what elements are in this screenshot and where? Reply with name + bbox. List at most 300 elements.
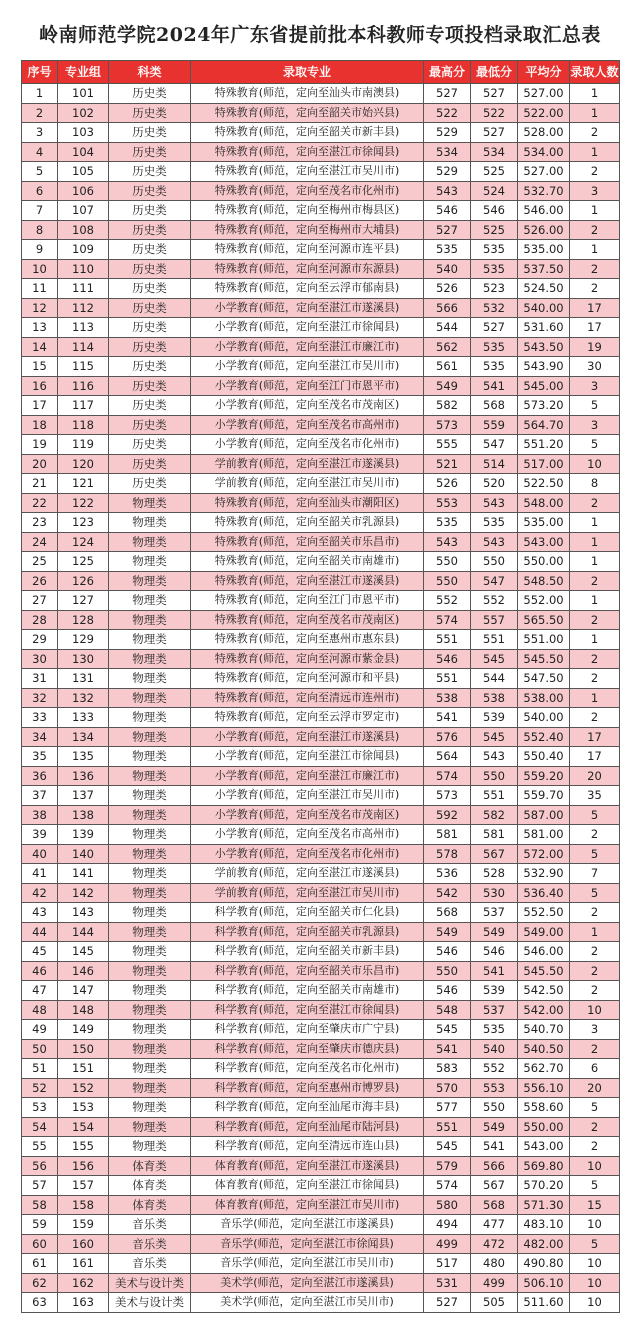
cell-category: 历史类: [109, 318, 191, 338]
cell-min-score: 550: [471, 552, 518, 572]
cell-avg-score: 570.20: [518, 1176, 570, 1196]
table-row: [22, 103, 620, 123]
cell-major: 特殊教育(师范，定向至茂名市茂南区): [191, 610, 424, 630]
cell-max-score: 535: [424, 513, 471, 533]
cell-index: 54: [22, 1117, 58, 1137]
cell-avg-score: 545.50: [518, 961, 570, 981]
cell-category: 历史类: [109, 415, 191, 435]
cell-major: 特殊教育(师范，定向至湛江市吴川市): [191, 162, 424, 182]
cell-index: 9: [22, 240, 58, 260]
cell-index: 47: [22, 981, 58, 1001]
cell-admitted-count: 3: [570, 1020, 620, 1040]
cell-min-score: 541: [471, 961, 518, 981]
table-row: [22, 513, 620, 533]
cell-min-score: 547: [471, 571, 518, 591]
cell-group: 131: [58, 669, 109, 689]
table-row: [22, 1117, 620, 1137]
cell-admitted-count: 5: [570, 844, 620, 864]
table-row: [22, 747, 620, 767]
cell-major: 特殊教育(师范，定向至韶关市始兴县): [191, 103, 424, 123]
cell-min-score: 534: [471, 142, 518, 162]
cell-group: 128: [58, 610, 109, 630]
cell-major: 特殊教育(师范，定向至河源市紫金县): [191, 649, 424, 669]
cell-category: 美术与设计类: [109, 1293, 191, 1313]
cell-index: 46: [22, 961, 58, 981]
cell-max-score: 545: [424, 1137, 471, 1157]
cell-admitted-count: 30: [570, 357, 620, 377]
cell-max-score: 570: [424, 1078, 471, 1098]
cell-major: 特殊教育(师范，定向至惠州市惠东县): [191, 630, 424, 650]
cell-index: 12: [22, 298, 58, 318]
cell-index: 53: [22, 1098, 58, 1118]
cell-avg-score: 556.10: [518, 1078, 570, 1098]
cell-admitted-count: 3: [570, 181, 620, 201]
cell-max-score: 529: [424, 162, 471, 182]
cell-max-score: 526: [424, 279, 471, 299]
cell-avg-score: 535.00: [518, 240, 570, 260]
cell-min-score: 543: [471, 493, 518, 513]
table-row: [22, 942, 620, 962]
cell-index: 27: [22, 591, 58, 611]
cell-min-score: 535: [471, 513, 518, 533]
cell-admitted-count: 2: [570, 961, 620, 981]
cell-avg-score: 550.00: [518, 552, 570, 572]
cell-major: 音乐学(师范，定向至湛江市吴川市): [191, 1254, 424, 1274]
cell-major: 特殊教育(师范，定向至云浮市罗定市): [191, 708, 424, 728]
cell-index: 26: [22, 571, 58, 591]
cell-major: 小学教育(师范，定向至湛江市吴川市): [191, 786, 424, 806]
cell-admitted-count: 10: [570, 1156, 620, 1176]
cell-category: 物理类: [109, 825, 191, 845]
cell-group: 163: [58, 1293, 109, 1313]
cell-group: 122: [58, 493, 109, 513]
cell-index: 49: [22, 1020, 58, 1040]
cell-admitted-count: 20: [570, 1078, 620, 1098]
cell-max-score: 527: [424, 1293, 471, 1313]
cell-group: 162: [58, 1273, 109, 1293]
cell-category: 历史类: [109, 201, 191, 221]
cell-avg-score: 538.00: [518, 688, 570, 708]
cell-avg-score: 564.70: [518, 415, 570, 435]
cell-category: 物理类: [109, 961, 191, 981]
cell-category: 历史类: [109, 181, 191, 201]
cell-min-score: 535: [471, 357, 518, 377]
table-row: [22, 961, 620, 981]
cell-avg-score: 565.50: [518, 610, 570, 630]
cell-major: 科学教育(师范，定向至惠州市博罗县): [191, 1078, 424, 1098]
cell-admitted-count: 17: [570, 318, 620, 338]
cell-major: 科学教育(师范，定向至韶关市乳源县): [191, 922, 424, 942]
table-row: [22, 1156, 620, 1176]
cell-avg-score: 543.00: [518, 532, 570, 552]
cell-group: 133: [58, 708, 109, 728]
cell-group: 108: [58, 220, 109, 240]
cell-major: 特殊教育(师范，定向至韶关市乐昌市): [191, 532, 424, 552]
cell-admitted-count: 2: [570, 162, 620, 182]
cell-max-score: 542: [424, 883, 471, 903]
cell-category: 美术与设计类: [109, 1273, 191, 1293]
admission-table: [21, 60, 620, 1313]
cell-admitted-count: 1: [570, 688, 620, 708]
cell-category: 物理类: [109, 552, 191, 572]
cell-max-score: 573: [424, 786, 471, 806]
cell-min-score: 543: [471, 747, 518, 767]
cell-category: 体育类: [109, 1176, 191, 1196]
cell-min-score: 535: [471, 240, 518, 260]
cell-category: 物理类: [109, 1000, 191, 1020]
cell-avg-score: 511.60: [518, 1293, 570, 1313]
cell-group: 107: [58, 201, 109, 221]
cell-admitted-count: 1: [570, 630, 620, 650]
cell-group: 152: [58, 1078, 109, 1098]
cell-min-score: 549: [471, 922, 518, 942]
cell-avg-score: 522.00: [518, 103, 570, 123]
cell-admitted-count: 10: [570, 1293, 620, 1313]
cell-avg-score: 551.20: [518, 435, 570, 455]
cell-max-score: 544: [424, 318, 471, 338]
cell-category: 物理类: [109, 493, 191, 513]
cell-group: 117: [58, 396, 109, 416]
cell-admitted-count: 1: [570, 240, 620, 260]
cell-admitted-count: 15: [570, 1195, 620, 1215]
cell-category: 物理类: [109, 981, 191, 1001]
table-row: [22, 376, 620, 396]
cell-max-score: 561: [424, 357, 471, 377]
cell-category: 物理类: [109, 727, 191, 747]
cell-avg-score: 517.00: [518, 454, 570, 474]
cell-admitted-count: 2: [570, 123, 620, 143]
cell-avg-score: 543.00: [518, 1137, 570, 1157]
cell-index: 56: [22, 1156, 58, 1176]
cell-major: 学前教育(师范，定向至湛江市遂溪县): [191, 864, 424, 884]
cell-group: 153: [58, 1098, 109, 1118]
cell-major: 科学教育(师范，定向至肇庆市德庆县): [191, 1039, 424, 1059]
cell-max-score: 581: [424, 825, 471, 845]
cell-major: 小学教育(师范，定向至湛江市徐闻县): [191, 747, 424, 767]
table-row: [22, 279, 620, 299]
table-row: [22, 1195, 620, 1215]
cell-major: 特殊教育(师范，定向至河源市连平县): [191, 240, 424, 260]
cell-group: 127: [58, 591, 109, 611]
cell-major: 学前教育(师范，定向至湛江市吴川市): [191, 883, 424, 903]
cell-category: 历史类: [109, 142, 191, 162]
header-avg: 平均分: [518, 61, 570, 84]
cell-min-score: 535: [471, 1020, 518, 1040]
cell-admitted-count: 7: [570, 864, 620, 884]
table-row: [22, 1273, 620, 1293]
cell-index: 44: [22, 922, 58, 942]
cell-admitted-count: 1: [570, 201, 620, 221]
cell-min-score: 550: [471, 766, 518, 786]
table-row: [22, 435, 620, 455]
table-row: [22, 181, 620, 201]
cell-avg-score: 562.70: [518, 1059, 570, 1079]
table-row: [22, 1020, 620, 1040]
cell-category: 物理类: [109, 1020, 191, 1040]
cell-category: 物理类: [109, 844, 191, 864]
cell-admitted-count: 10: [570, 1215, 620, 1235]
cell-avg-score: 540.50: [518, 1039, 570, 1059]
cell-admitted-count: 2: [570, 493, 620, 513]
cell-index: 61: [22, 1254, 58, 1274]
cell-min-score: 568: [471, 396, 518, 416]
cell-max-score: 546: [424, 649, 471, 669]
cell-category: 音乐类: [109, 1234, 191, 1254]
cell-major: 小学教育(师范，定向至湛江市遂溪县): [191, 727, 424, 747]
cell-category: 历史类: [109, 240, 191, 260]
cell-admitted-count: 2: [570, 825, 620, 845]
cell-avg-score: 542.50: [518, 981, 570, 1001]
cell-index: 37: [22, 786, 58, 806]
cell-major: 小学教育(师范，定向至茂名市茂南区): [191, 396, 424, 416]
cell-admitted-count: 1: [570, 922, 620, 942]
header-group: 专业组: [58, 61, 109, 84]
cell-admitted-count: 5: [570, 1176, 620, 1196]
cell-major: 科学教育(师范，定向至湛江市徐闻县): [191, 1000, 424, 1020]
cell-avg-score: 550.40: [518, 747, 570, 767]
header-max: 最高分: [424, 61, 471, 84]
cell-major: 音乐学(师范，定向至湛江市徐闻县): [191, 1234, 424, 1254]
cell-min-score: 552: [471, 1059, 518, 1079]
cell-min-score: 527: [471, 123, 518, 143]
cell-min-score: 530: [471, 883, 518, 903]
cell-admitted-count: 5: [570, 805, 620, 825]
cell-min-score: 547: [471, 435, 518, 455]
cell-group: 157: [58, 1176, 109, 1196]
cell-admitted-count: 2: [570, 1039, 620, 1059]
cell-major: 特殊教育(师范，定向至汕头市潮阳区): [191, 493, 424, 513]
cell-major: 特殊教育(师范，定向至汕头市南澳县): [191, 84, 424, 104]
cell-index: 52: [22, 1078, 58, 1098]
cell-avg-score: 571.30: [518, 1195, 570, 1215]
cell-index: 63: [22, 1293, 58, 1313]
cell-category: 历史类: [109, 103, 191, 123]
cell-group: 141: [58, 864, 109, 884]
cell-major: 小学教育(师范，定向至湛江市遂溪县): [191, 298, 424, 318]
table-row: [22, 415, 620, 435]
cell-major: 体育教育(师范，定向至湛江市吴川市): [191, 1195, 424, 1215]
cell-category: 物理类: [109, 1039, 191, 1059]
cell-min-score: 559: [471, 415, 518, 435]
cell-category: 物理类: [109, 513, 191, 533]
cell-avg-score: 532.70: [518, 181, 570, 201]
table-row: [22, 1254, 620, 1274]
cell-avg-score: 537.50: [518, 259, 570, 279]
cell-index: 39: [22, 825, 58, 845]
cell-max-score: 549: [424, 376, 471, 396]
table-row: [22, 669, 620, 689]
table-row: [22, 1215, 620, 1235]
cell-category: 物理类: [109, 1117, 191, 1137]
cell-major: 学前教育(师范，定向至湛江市吴川市): [191, 474, 424, 494]
cell-index: 60: [22, 1234, 58, 1254]
cell-max-score: 546: [424, 201, 471, 221]
cell-group: 142: [58, 883, 109, 903]
cell-category: 物理类: [109, 610, 191, 630]
cell-category: 物理类: [109, 942, 191, 962]
cell-major: 科学教育(师范，定向至茂名市化州市): [191, 1059, 424, 1079]
cell-avg-score: 549.00: [518, 922, 570, 942]
cell-category: 物理类: [109, 747, 191, 767]
cell-admitted-count: 1: [570, 532, 620, 552]
cell-max-score: 494: [424, 1215, 471, 1235]
cell-group: 144: [58, 922, 109, 942]
cell-index: 34: [22, 727, 58, 747]
cell-avg-score: 546.00: [518, 201, 570, 221]
table-row: [22, 1039, 620, 1059]
cell-admitted-count: 3: [570, 415, 620, 435]
cell-admitted-count: 5: [570, 1234, 620, 1254]
table-row: [22, 454, 620, 474]
cell-max-score: 551: [424, 630, 471, 650]
table-row: [22, 922, 620, 942]
cell-index: 59: [22, 1215, 58, 1235]
cell-max-score: 562: [424, 337, 471, 357]
cell-group: 160: [58, 1234, 109, 1254]
cell-category: 历史类: [109, 474, 191, 494]
cell-max-score: 578: [424, 844, 471, 864]
cell-avg-score: 536.40: [518, 883, 570, 903]
cell-major: 特殊教育(师范，定向至韶关市乳源县): [191, 513, 424, 533]
cell-group: 143: [58, 903, 109, 923]
cell-index: 24: [22, 532, 58, 552]
cell-admitted-count: 1: [570, 591, 620, 611]
cell-major: 特殊教育(师范，定向至云浮市郁南县): [191, 279, 424, 299]
cell-min-score: 524: [471, 181, 518, 201]
cell-max-score: 577: [424, 1098, 471, 1118]
cell-max-score: 580: [424, 1195, 471, 1215]
cell-major: 特殊教育(师范，定向至湛江市遂溪县): [191, 571, 424, 591]
cell-group: 123: [58, 513, 109, 533]
cell-max-score: 551: [424, 669, 471, 689]
cell-admitted-count: 1: [570, 552, 620, 572]
cell-max-score: 538: [424, 688, 471, 708]
table-row: [22, 318, 620, 338]
cell-admitted-count: 10: [570, 1273, 620, 1293]
table-row: [22, 474, 620, 494]
cell-index: 10: [22, 259, 58, 279]
table-row: [22, 825, 620, 845]
cell-admitted-count: 2: [570, 220, 620, 240]
cell-category: 物理类: [109, 1059, 191, 1079]
cell-admitted-count: 3: [570, 376, 620, 396]
cell-max-score: 551: [424, 1117, 471, 1137]
cell-avg-score: 526.00: [518, 220, 570, 240]
table-row: [22, 688, 620, 708]
cell-major: 小学教育(师范，定向至茂名市化州市): [191, 844, 424, 864]
cell-group: 115: [58, 357, 109, 377]
cell-min-score: 499: [471, 1273, 518, 1293]
cell-index: 45: [22, 942, 58, 962]
table-row: [22, 1078, 620, 1098]
cell-index: 41: [22, 864, 58, 884]
cell-category: 历史类: [109, 435, 191, 455]
cell-avg-score: 546.00: [518, 942, 570, 962]
cell-major: 特殊教育(师范，定向至梅州市大埔县): [191, 220, 424, 240]
cell-max-score: 549: [424, 922, 471, 942]
table-row: [22, 220, 620, 240]
cell-admitted-count: 2: [570, 610, 620, 630]
cell-group: 146: [58, 961, 109, 981]
cell-avg-score: 545.50: [518, 649, 570, 669]
cell-admitted-count: 8: [570, 474, 620, 494]
cell-admitted-count: 1: [570, 103, 620, 123]
cell-index: 6: [22, 181, 58, 201]
cell-category: 物理类: [109, 766, 191, 786]
cell-group: 104: [58, 142, 109, 162]
cell-category: 历史类: [109, 376, 191, 396]
cell-category: 音乐类: [109, 1215, 191, 1235]
cell-category: 物理类: [109, 805, 191, 825]
table-row: [22, 844, 620, 864]
cell-avg-score: 532.90: [518, 864, 570, 884]
table-row: [22, 903, 620, 923]
cell-major: 小学教育(师范，定向至茂名市茂南区): [191, 805, 424, 825]
cell-avg-score: 545.00: [518, 376, 570, 396]
cell-avg-score: 573.20: [518, 396, 570, 416]
cell-avg-score: 524.50: [518, 279, 570, 299]
cell-avg-score: 483.10: [518, 1215, 570, 1235]
cell-major: 美术学(师范，定向至湛江市吴川市): [191, 1293, 424, 1313]
cell-index: 11: [22, 279, 58, 299]
cell-category: 物理类: [109, 1098, 191, 1118]
cell-index: 5: [22, 162, 58, 182]
cell-max-score: 517: [424, 1254, 471, 1274]
cell-min-score: 551: [471, 786, 518, 806]
cell-major: 特殊教育(师范，定向至梅州市梅县区): [191, 201, 424, 221]
cell-min-score: 514: [471, 454, 518, 474]
cell-category: 历史类: [109, 298, 191, 318]
cell-index: 55: [22, 1137, 58, 1157]
cell-group: 151: [58, 1059, 109, 1079]
cell-min-score: 523: [471, 279, 518, 299]
cell-category: 物理类: [109, 708, 191, 728]
cell-admitted-count: 17: [570, 298, 620, 318]
cell-index: 31: [22, 669, 58, 689]
cell-admitted-count: 2: [570, 1117, 620, 1137]
table-row: [22, 864, 620, 884]
cell-avg-score: 552.40: [518, 727, 570, 747]
cell-group: 129: [58, 630, 109, 650]
cell-index: 62: [22, 1273, 58, 1293]
cell-admitted-count: 35: [570, 786, 620, 806]
cell-max-score: 527: [424, 84, 471, 104]
cell-major: 小学教育(师范，定向至湛江市徐闻县): [191, 318, 424, 338]
cell-min-score: 472: [471, 1234, 518, 1254]
cell-admitted-count: 2: [570, 571, 620, 591]
cell-category: 历史类: [109, 84, 191, 104]
cell-admitted-count: 2: [570, 669, 620, 689]
cell-min-score: 582: [471, 805, 518, 825]
cell-admitted-count: 1: [570, 513, 620, 533]
cell-category: 物理类: [109, 883, 191, 903]
table-row: [22, 84, 620, 104]
cell-major: 科学教育(师范，定向至韶关市乐昌市): [191, 961, 424, 981]
cell-min-score: 532: [471, 298, 518, 318]
cell-major: 音乐学(师范，定向至湛江市遂溪县): [191, 1215, 424, 1235]
table-row: [22, 1098, 620, 1118]
cell-index: 48: [22, 1000, 58, 1020]
cell-group: 126: [58, 571, 109, 591]
cell-max-score: 550: [424, 571, 471, 591]
cell-min-score: 546: [471, 942, 518, 962]
cell-group: 118: [58, 415, 109, 435]
cell-admitted-count: 17: [570, 727, 620, 747]
cell-min-score: 527: [471, 84, 518, 104]
cell-max-score: 545: [424, 1020, 471, 1040]
page-title: 岭南师范学院2024年广东省提前批本科教师专项投档录取汇总表: [39, 24, 601, 46]
cell-avg-score: 535.00: [518, 513, 570, 533]
